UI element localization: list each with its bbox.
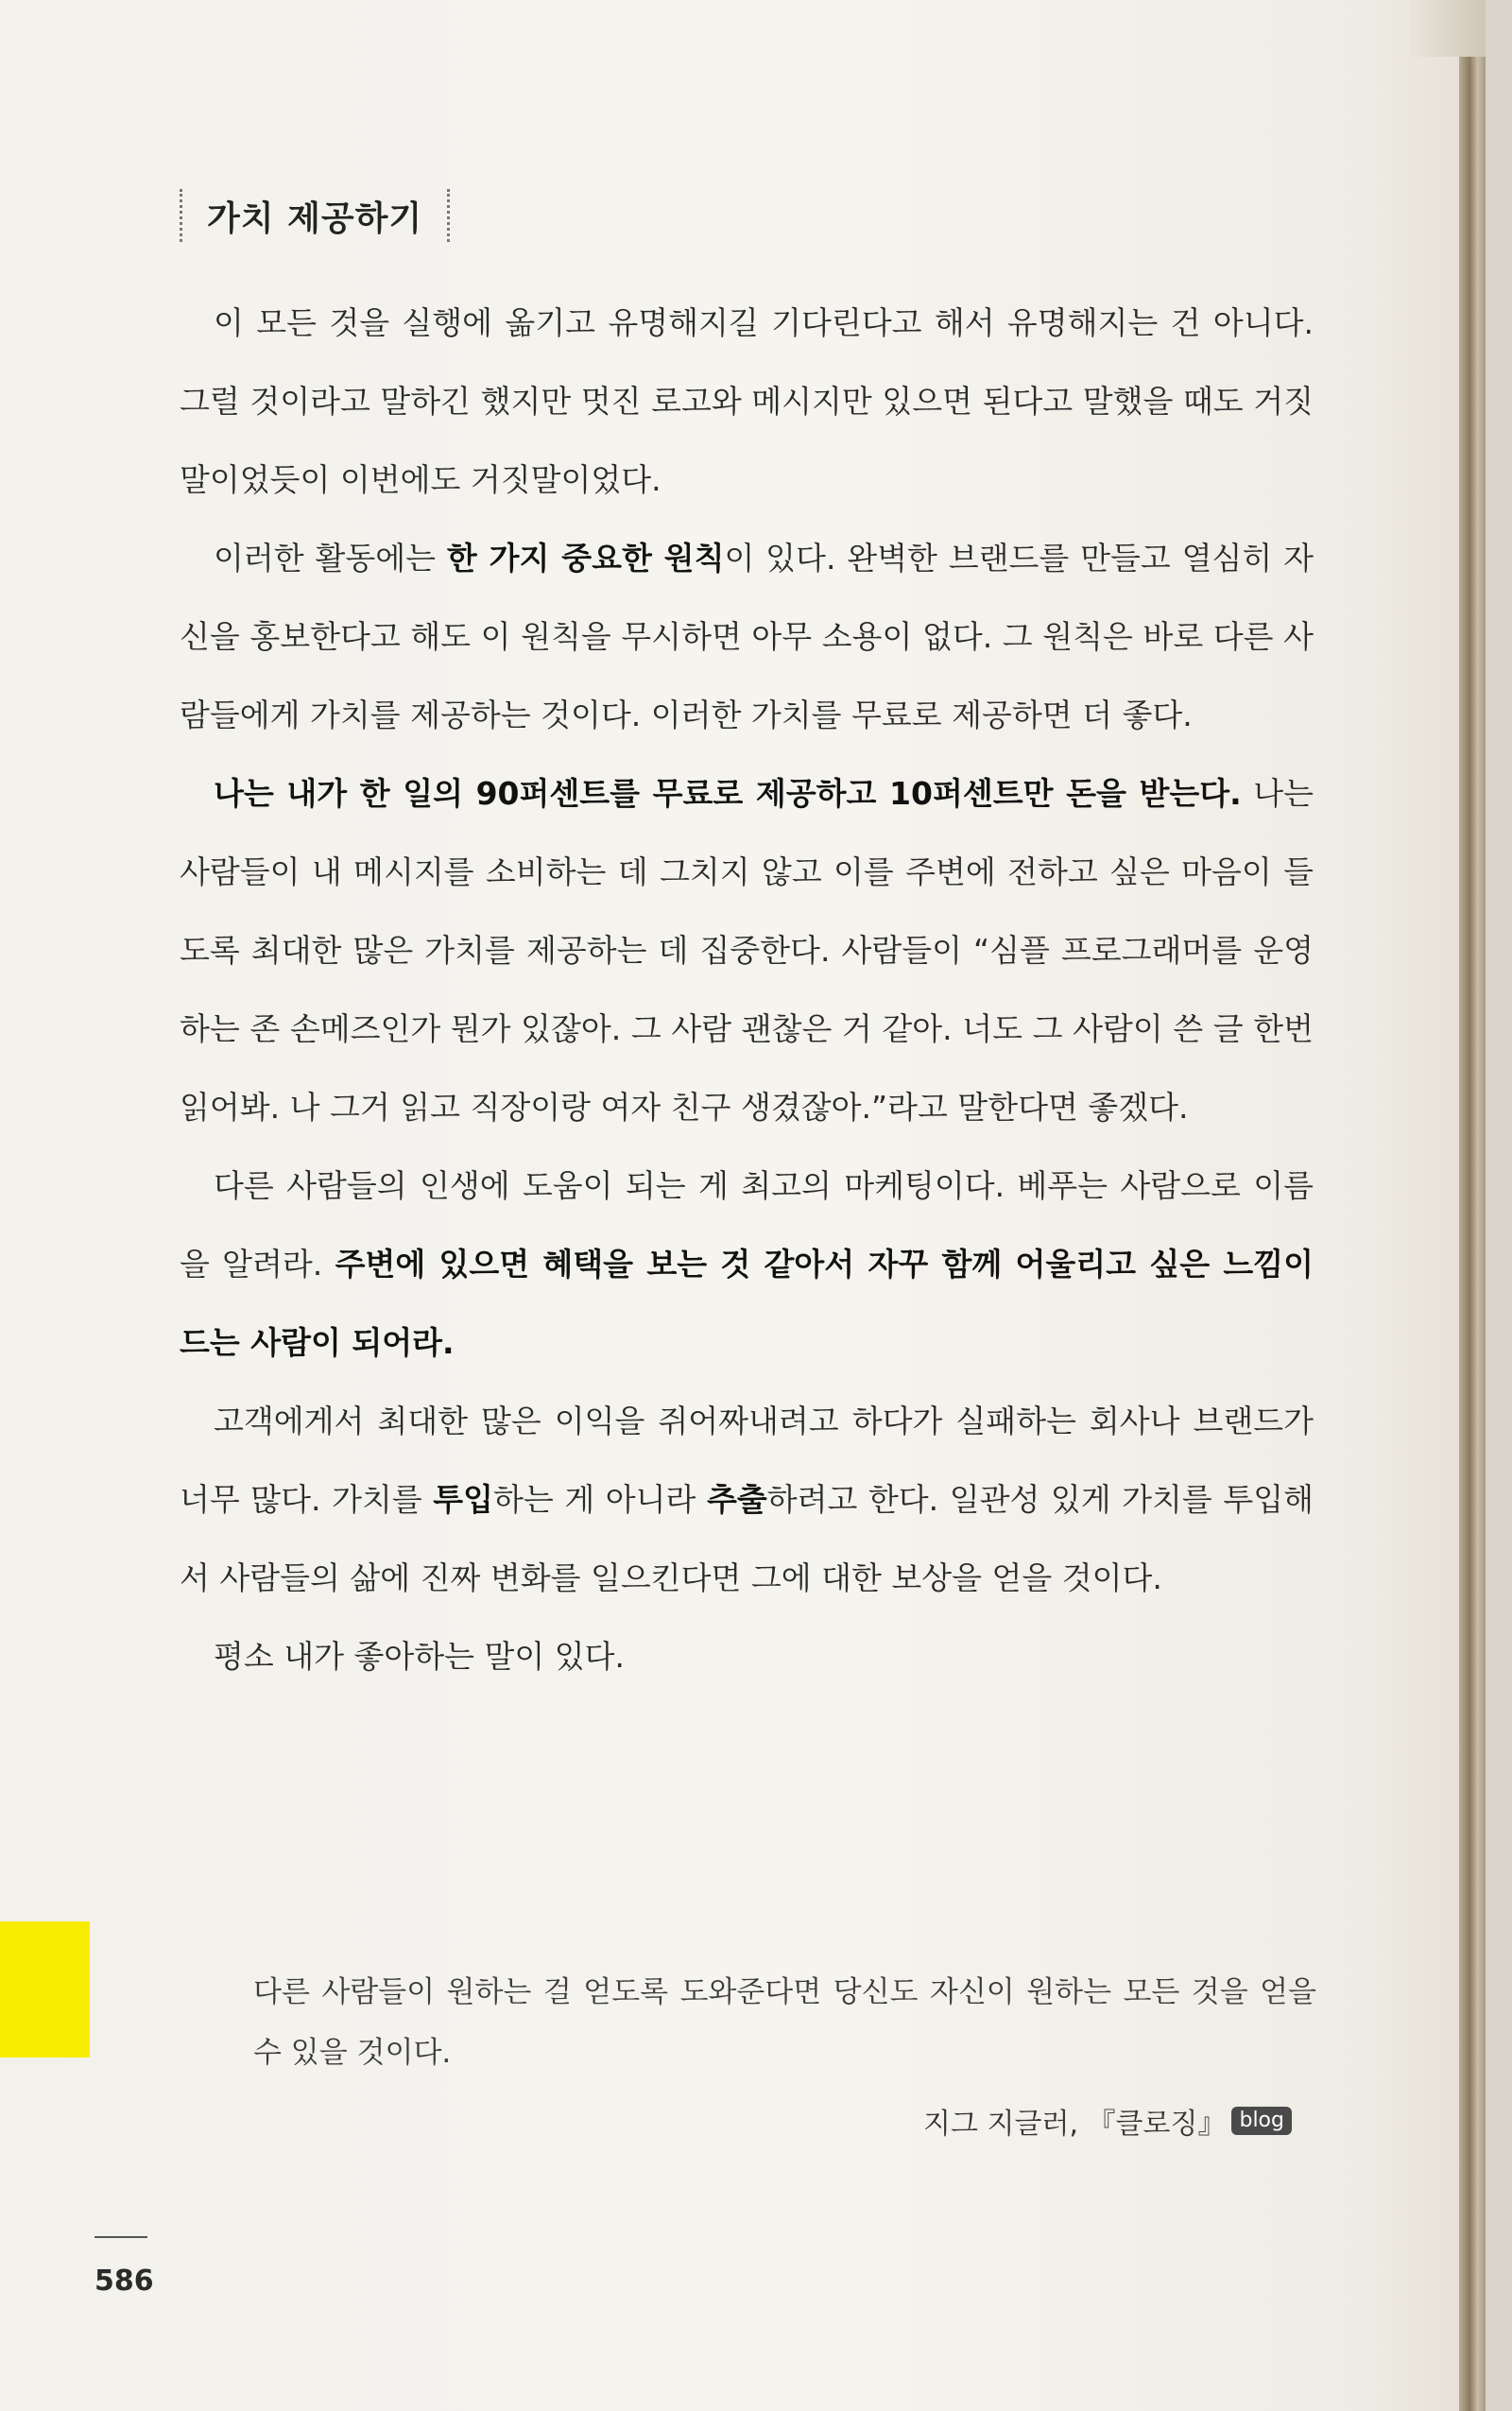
block-quote <box>253 1962 1316 2083</box>
emphasis-text: 추출 <box>706 1481 767 1518</box>
paragraph-text: 이 있다. 완벽한 브랜드를 만들고 열심히 자신을 홍보한다고 해도 이 원칙을 무시하면 아무 소용이 없다. 그 원칙은 바로 다른 사람들에게 가치를 제공하는 것이다. 이러한 가치를 무료로 제공하면 더 좋다. <box>180 540 1314 733</box>
paragraph-text: 이 모든 것을 실행에 옮기고 유명해지길 기다린다고 해서 유명해지는 건 아니다. 그럴 것이라고 말하긴 했지만 멋진 로고와 메시지만 있으면 된다고 말했을 때도 거짓말이었듯이 이번에도 거짓말이었다. <box>180 304 1314 498</box>
paragraph <box>180 519 1314 754</box>
page-corner <box>1410 0 1486 57</box>
paragraph-text: 하는 게 아니라 <box>493 1481 707 1518</box>
quote-attribution: 지그 지글러, 『클로징』 <box>923 2108 1227 2141</box>
paragraph <box>180 1617 1314 1696</box>
emphasis-text: 나는 내가 한 일의 90퍼센트를 무료로 제공하고 10퍼센트만 돈을 받는다. <box>214 775 1242 812</box>
emphasis-text: 투입 <box>433 1481 494 1518</box>
section-heading <box>180 185 450 246</box>
paragraph-text: 나는 사람들이 내 메시지를 소비하는 데 그치지 않고 이를 주변에 전하고 싶은 마음이 들도록 최대한 많은 가치를 제공하는 데 집중한다. 사람들이 “심플 프로그래머를 운영하는 존 손메즈인가 뭔가 있잖아. 그 사람 괜찮은 거 같아. 너도 그 사람이 쓴 글 한번 읽어봐. 나 그거 읽고 직장이랑 여자 친구 생겼잖아.”라고 말한다면 좋겠다. <box>180 775 1314 1126</box>
emphasis-text: 주변에 있으면 혜택을 보는 것 같아서 자꾸 함께 어울리고 싶은 느낌이 드는 사람이 되어라. <box>180 1246 1314 1361</box>
heading-right-marker <box>447 189 450 242</box>
paragraph-text: 고객에게서 최대한 많은 이익을 쥐어짜내려고 하다가 실패하는 회사나 브랜드가 너무 많다. 가치를 <box>180 1403 1314 1518</box>
highlight-tab <box>0 1921 90 2058</box>
emphasis-text: 한 가지 중요한 원칙 <box>446 540 725 577</box>
paragraph-text: 이러한 활동에는 <box>214 540 447 577</box>
paragraph-text: 평소 내가 좋아하는 말이 있다. <box>214 1638 625 1675</box>
paragraph <box>180 1146 1314 1382</box>
paragraph-text: 다른 사람들의 인생에 도움이 되는 게 최고의 마케팅이다. 베푸는 사람으로 이름을 알려라. <box>180 1167 1314 1283</box>
section-title: 가치 제공하기 <box>207 198 423 238</box>
page-number: 586 <box>94 2265 154 2298</box>
footer-rule <box>94 2236 147 2238</box>
quote-text: 다른 사람들이 원하는 걸 얻도록 도와준다면 당신도 자신이 원하는 모든 것을 얻을 수 있을 것이다. <box>253 1975 1316 2070</box>
page-edge <box>1459 57 1486 2411</box>
quote-source <box>923 2100 1292 2142</box>
paragraph <box>180 754 1314 1146</box>
paragraph-text: 하려고 한다. 일관성 있게 가치를 투입해서 사람들의 삶에 진짜 변화를 일으킨다면 그에 대한 보상을 얻을 것이다. <box>180 1481 1314 1596</box>
body-text <box>180 284 1314 1696</box>
paragraph <box>180 1382 1314 1617</box>
paragraph <box>180 284 1314 519</box>
blog-badge: blog <box>1231 2107 1292 2135</box>
